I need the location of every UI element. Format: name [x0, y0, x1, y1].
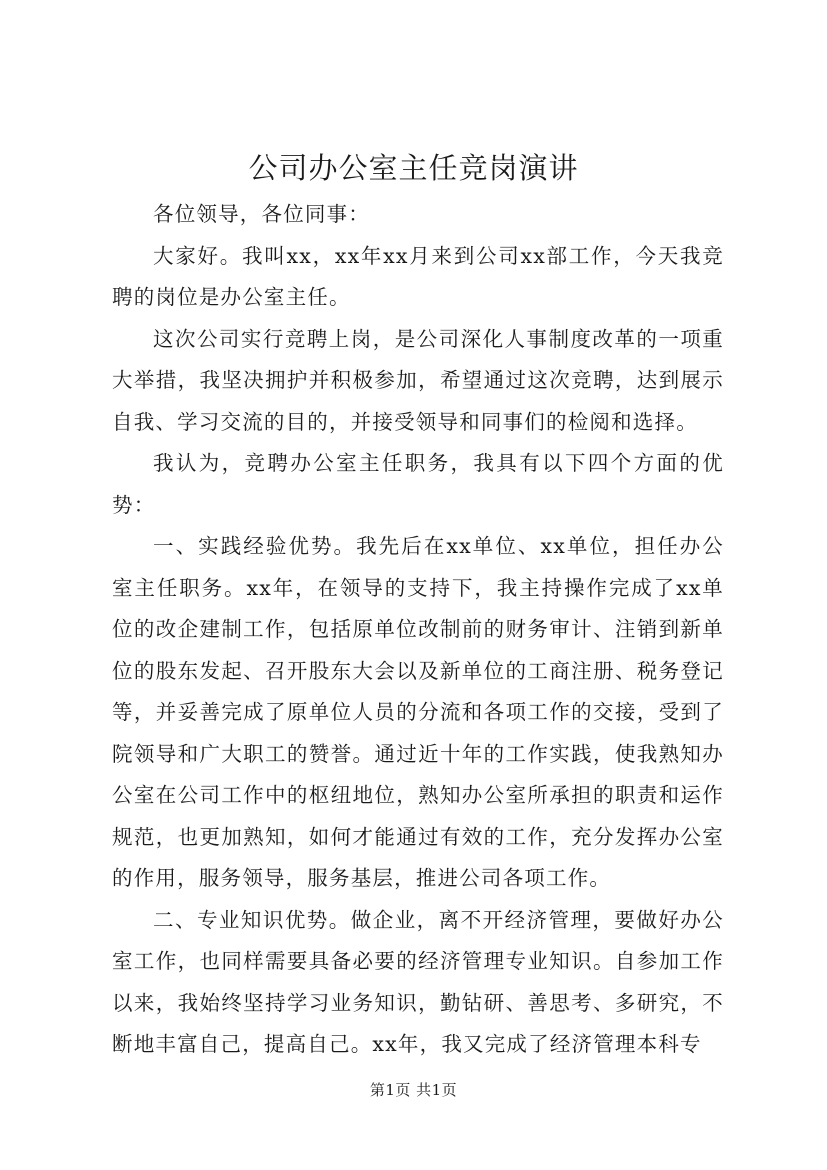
page-footer: 第1页 共1页: [369, 1081, 458, 1099]
document-body: [112, 194, 724, 1066]
paragraph-advantages-intro: 我认为，竞聘办公室主任职务，我具有以下四个方面的优势：: [112, 451, 724, 517]
paragraph-practical-experience: 一、实践经验优势。我先后在xx单位、xx单位，担任办公室主任职务。xx年，在领导的支持下，我主持操作完成了xx单位的改企建制工作，包括原单位改制前的财务审计、注销到新单位的股东发起、召开股东大会以及新单位的工商注册、税务登记等，并妥善完成了原单位人员的分流和各项工作的交接，受到了院领导和广大职工的赞誉。通过近十年的工作实践，使我熟知办公室在公司工作中的枢纽地位，熟知办公室所承担的职责和运作规范，也更加熟知，如何才能通过有效的工作，充分发挥办公室的作用，服务领导，服务基层，推进公司各项工作。: [112, 534, 724, 890]
document-title: 公司办公室主任竞岗演讲: [248, 151, 579, 185]
paragraph-introduction: 大家好。我叫xx，xx年xx月来到公司xx部工作，今天我竞聘的岗位是办公室主任。: [112, 243, 724, 309]
paragraph-greeting: 各位领导，各位同事：: [153, 202, 370, 226]
paragraph-purpose: 这次公司实行竞聘上岗，是公司深化人事制度改革的一项重大举措，我坚决拥护并积极参加，希望通过这次竞聘，达到展示自我、学习交流的目的，并接受领导和同事们的检阅和选择。: [112, 326, 724, 434]
paragraph-professional-knowledge: 二、专业知识优势。做企业，离不开经济管理，要做好办公室工作，也同样需要具备必要的经济管理专业知识。自参加工作以来，我始终坚持学习业务知识，勤钻研、善思考、多研究，不断地丰富自己，提高自己。xx年，我又完成了经济管理本科专: [112, 907, 724, 1056]
